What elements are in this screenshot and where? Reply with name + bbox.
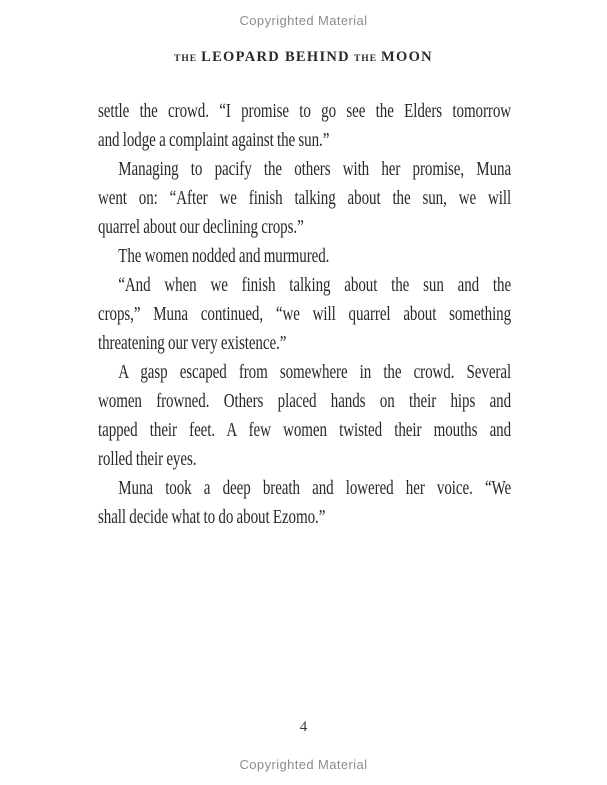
- page-number: 4: [299, 719, 308, 735]
- body-line: threatening our very existence.”: [98, 332, 287, 354]
- body-line: Muna took a deep breath and lowered her voice. “We: [118, 477, 512, 499]
- body-line: women frowned. Others placed hands on their hips and: [98, 390, 512, 412]
- body-line: shall decide what to do about Ezomo.”: [98, 506, 326, 528]
- copyright-notice-bottom: Copyrighted Material: [239, 757, 368, 772]
- body-line: rolled their eyes.: [98, 448, 197, 470]
- body-line: settle the crowd. “I promise to go see the Elders tomorrow: [98, 100, 512, 122]
- body-line: and lodge a complaint against the sun.”: [98, 129, 330, 151]
- body-line: “And when we finish talking about the sun and the: [118, 274, 512, 296]
- running-head-title-2: MOON: [381, 49, 433, 65]
- body-line: crops,” Muna continued, “we will quarrel about something: [98, 303, 512, 325]
- body-line: Managing to pacify the others with her promise, Muna: [118, 158, 512, 180]
- running-head-the-2: THE: [353, 54, 378, 64]
- running-head-title-1: LEOPARD BEHIND: [201, 49, 350, 65]
- body-line: tapped their feet. A few women twisted their mouths and: [98, 419, 512, 441]
- body-line: went on: “After we finish talking about the sun, we will: [98, 187, 512, 209]
- copyright-notice-top: Copyrighted Material: [239, 13, 368, 28]
- body-line: The women nodded and murmured.: [118, 245, 330, 267]
- running-head: [0, 48, 607, 66]
- running-head-the-1: THE: [174, 54, 198, 64]
- body-line: A gasp escaped from somewhere in the crowd. Several: [118, 361, 512, 383]
- body-text: [98, 97, 511, 532]
- body-line: quarrel about our declining crops.”: [98, 216, 304, 238]
